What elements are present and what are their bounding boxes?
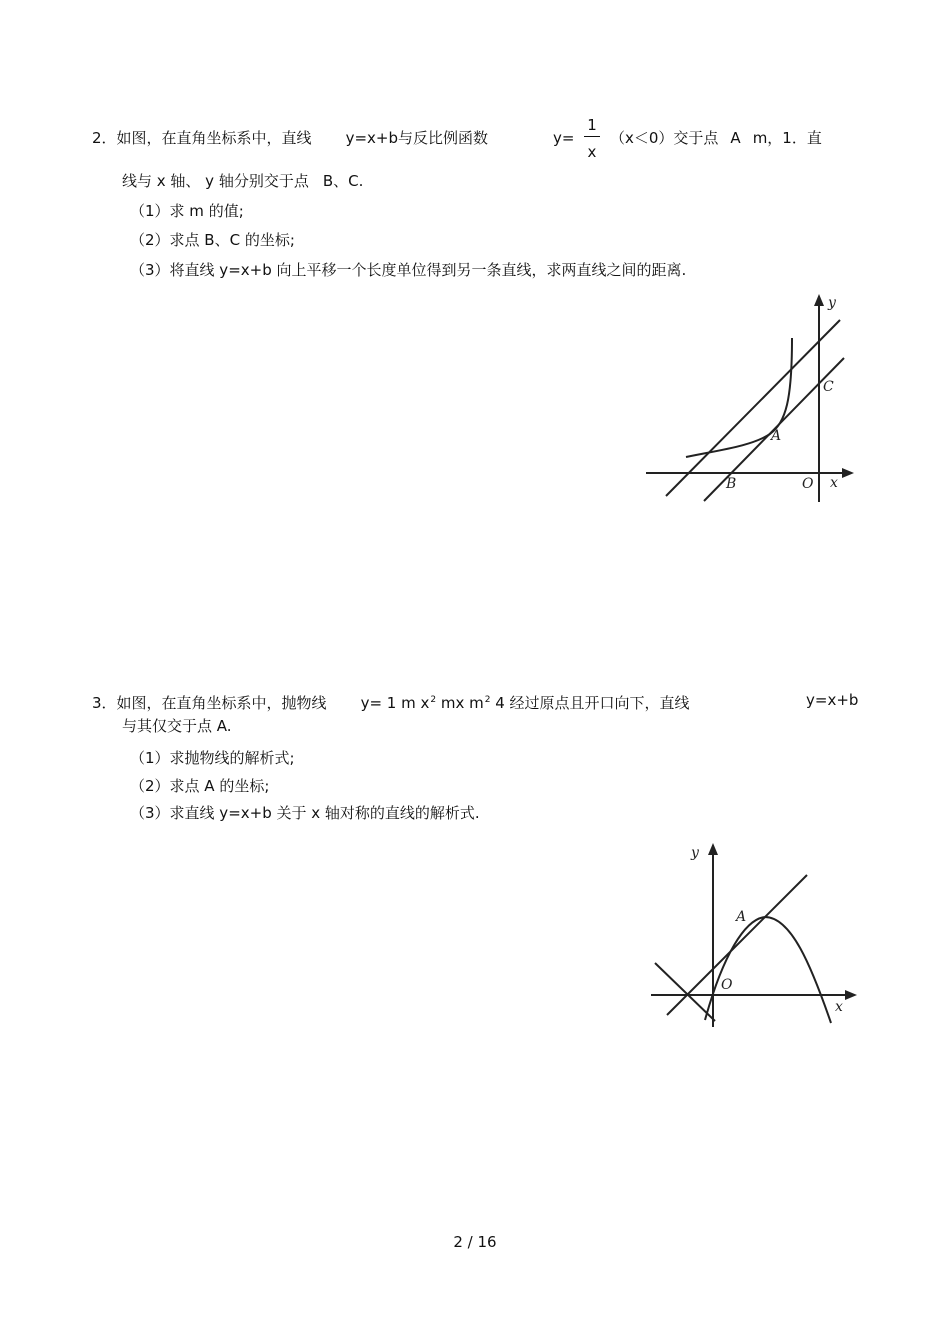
q2-label-b: B (726, 476, 737, 492)
q3-number: 3． (92, 694, 117, 712)
q2-stem-line2 (122, 171, 363, 191)
q2-label-origin: O (802, 476, 814, 492)
q3-line-reflected (655, 963, 715, 1021)
q3-eq-b: mx m (436, 694, 484, 712)
page-number: 2 / 16 (453, 1233, 497, 1251)
q2-stem-b: 与反比例函数 (397, 129, 488, 147)
q2-label-a: A (771, 428, 782, 444)
q2-stem-a: 如图，在直角坐标系中，直线 (116, 129, 312, 147)
q3-part-1: （1）求抛物线的解析式; (130, 749, 295, 767)
q3-label-origin: O (721, 977, 733, 993)
q2-part-3: （3）将直线 y=x+b 向上平移一个长度单位得到另一条直线，求两直线之间的距离. (130, 261, 687, 279)
q2-fraction-numerator: 1 (587, 116, 597, 134)
q2-line-shifted (666, 320, 840, 496)
q3-stem-a: 如图，在直角坐标系中，抛物线 (116, 694, 327, 712)
q3-parabola-curve (705, 917, 831, 1023)
q2-line-equation: y=x+b (345, 129, 398, 147)
q2-stem-line1 (92, 128, 488, 148)
q2-label-x: x (830, 475, 838, 491)
q3-label-y: y (691, 845, 699, 861)
q2-points-bc: B、C. (322, 172, 364, 190)
q2-fraction-denominator: x (587, 143, 597, 161)
q3-x-arrow-icon (845, 990, 857, 1000)
q3-y-arrow-icon (708, 843, 718, 855)
q3-eq-sup1: 2 (430, 695, 437, 705)
q2-stem-line2-text: 线与 x 轴、 y 轴分别交于点 (122, 172, 309, 190)
q3-eq-c: 4 经过原点且开口向下，直线 (490, 694, 690, 712)
q2-figure (640, 290, 860, 510)
q2-func-lhs: y= (553, 129, 575, 147)
q3-part-2: （2）求点 A 的坐标; (130, 777, 270, 795)
q3-eq-sup2: 2 (484, 695, 491, 705)
q2-point-a: A (730, 129, 741, 147)
q2-number: 2． (92, 129, 117, 147)
q3-label-x: x (835, 999, 843, 1015)
q3-figure (645, 835, 865, 1035)
q2-condition: （x＜0）交于点 (610, 129, 719, 147)
q2-part-2: （2）求点 B、C 的坐标; (130, 231, 295, 249)
q3-part-3: （3）求直线 y=x+b 关于 x 轴对称的直线的解析式. (130, 804, 480, 822)
q3-line-equation: y=x+b (806, 691, 859, 709)
q2-x-arrow-icon (842, 468, 854, 478)
q2-label-y: y (828, 295, 836, 311)
q3-stem-line1 (92, 690, 690, 713)
q3-stem-line2: 与其仅交于点 A. (122, 717, 232, 735)
q3-eq-a: y= 1 m x (360, 694, 430, 712)
q2-fraction-bar (584, 136, 600, 137)
q2-y-arrow-icon (814, 294, 824, 306)
q2-stem-line1-tail (610, 128, 822, 148)
q2-label-c: C (823, 379, 834, 395)
q2-part-1: （1）求 m 的值; (130, 202, 244, 220)
q2-coords: m，1．直 (752, 129, 822, 147)
q3-label-a: A (736, 909, 747, 925)
